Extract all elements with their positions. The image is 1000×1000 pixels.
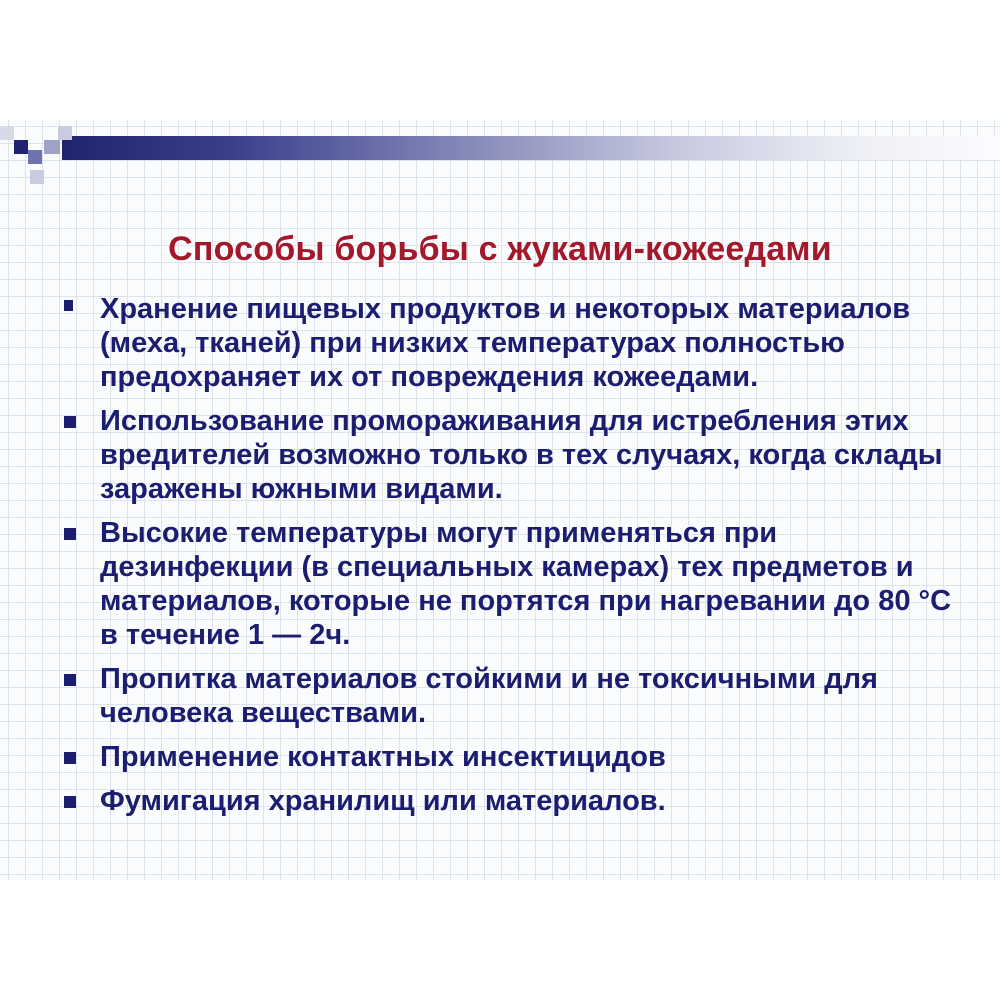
square-bullet-icon [64, 674, 76, 686]
decorative-square [30, 170, 44, 184]
list-item-text: Применение контактных инсектицидов [100, 741, 666, 773]
list-item [60, 516, 960, 652]
list-item [60, 740, 960, 774]
square-bullet-icon [64, 300, 73, 311]
square-bullet-icon [64, 528, 76, 540]
slide-title: Способы борьбы с жуками-кожеедами [168, 230, 832, 268]
square-bullet-icon [64, 796, 76, 808]
list-item-text: Высокие температуры могут применяться при дезинфекции (в специальных камерах) тех предметов и материалов, которые не портятся при нагревании до 80 °С в течение 1 — 2ч. [100, 517, 952, 651]
list-item [60, 404, 960, 506]
list-item-text: Хранение пищевых продуктов и некоторых материалов (меха, тканей) при низких температурах полностью предохраняет их от повреждения кожеедами. [100, 293, 911, 393]
header-gradient-bar [62, 136, 1000, 160]
bullet-list [60, 292, 960, 828]
square-bullet-icon [64, 416, 76, 428]
list-item-text: Использование промораживания для истребления этих вредителей возможно только в тех случаях, когда склады заражены южными видами. [100, 405, 943, 505]
decorative-square [44, 140, 60, 154]
list-item-text: Пропитка материалов стойкими и не токсичными для человека веществами. [100, 663, 878, 729]
decorative-square [14, 140, 28, 154]
square-bullet-icon [64, 752, 76, 764]
list-item [60, 662, 960, 730]
slide [0, 120, 1000, 880]
list-item [60, 784, 960, 818]
decorative-square [0, 126, 14, 140]
list-item [60, 292, 960, 394]
decorative-square [28, 150, 42, 164]
decorative-square [58, 126, 72, 140]
list-item-text: Фумигация хранилищ или материалов. [100, 785, 666, 817]
